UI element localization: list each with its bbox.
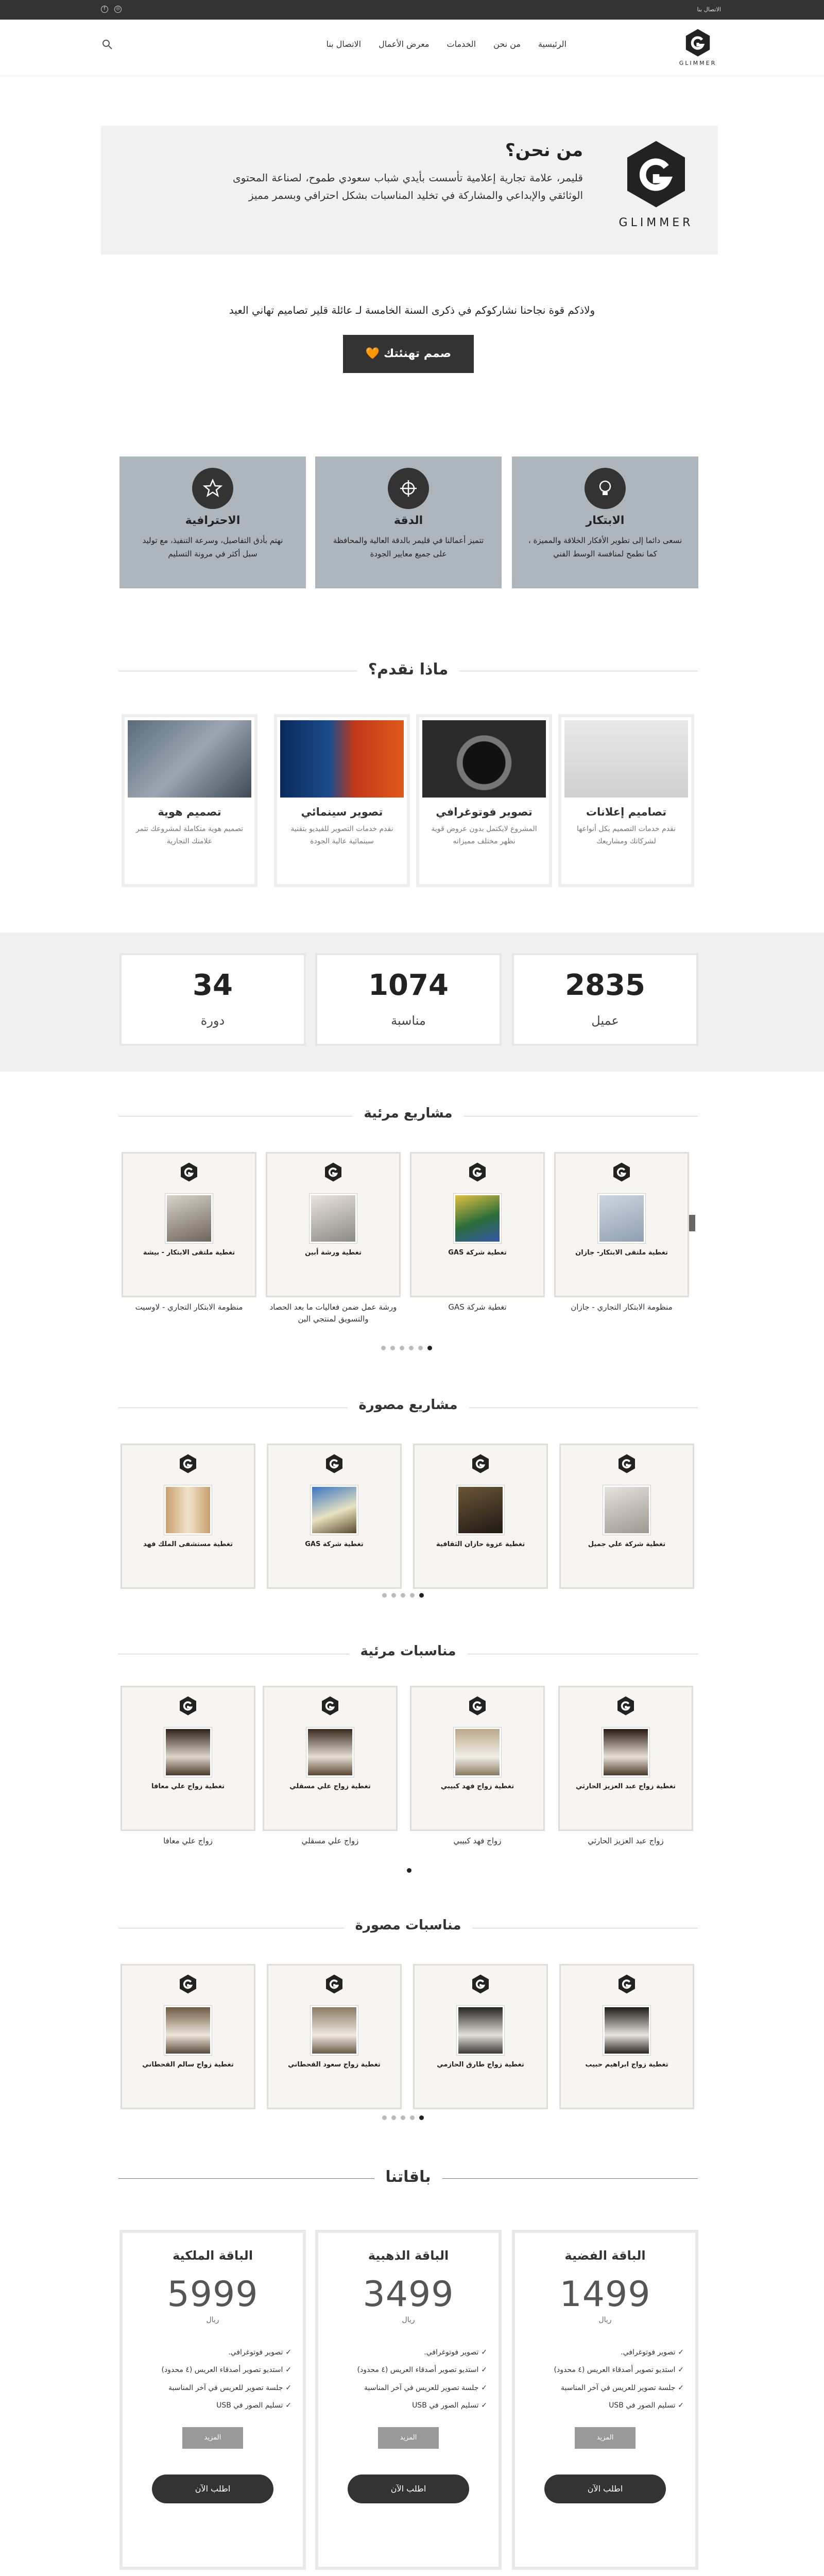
service-card-cinema[interactable]	[274, 714, 410, 887]
about-title: من نحن؟	[505, 140, 583, 161]
feature-card-professionalism	[119, 456, 306, 588]
facebook-icon[interactable]: f	[101, 6, 108, 13]
about-logo	[610, 138, 702, 229]
package-features	[318, 2347, 499, 2412]
package-feature: ✓ جلسة تصوير للعريس في آخر المناسبة	[526, 2382, 684, 2394]
event-title[interactable]: زواج علي معافا	[163, 1836, 213, 1845]
site-logo[interactable]	[675, 28, 721, 66]
carousel-dot[interactable]	[407, 1868, 411, 1873]
project-photo	[457, 1485, 504, 1535]
search-icon[interactable]	[101, 38, 113, 50]
project-title[interactable]: تغطية شركة GAS	[448, 1302, 507, 1312]
carousel-dots	[382, 2115, 424, 2120]
instagram-icon[interactable]: ◎	[114, 6, 122, 13]
feature-title: الدقة	[393, 514, 423, 527]
glimmer-logo-icon	[620, 138, 692, 210]
package-order-button[interactable]: اطلب الآن	[152, 2475, 273, 2503]
project-title[interactable]: منظومة الابتكار التجاري - لاوسيت	[135, 1302, 243, 1312]
carousel-dots	[381, 1346, 432, 1350]
feature-title: الاحترافية	[185, 514, 241, 527]
packages-heading: باقاتنا	[118, 2168, 698, 2189]
project-card[interactable]	[559, 1444, 694, 1589]
glimmer-logo-icon	[467, 1696, 488, 1716]
event-card[interactable]	[410, 1686, 545, 1831]
project-photo	[454, 1194, 501, 1243]
package-name: الباقة الملكية	[172, 2248, 253, 2263]
service-card-photography[interactable]	[416, 714, 552, 887]
service-text: نقدم خدمات التصميم بكل أنواعها لشركاتك ومشاريعك	[576, 825, 676, 845]
project-card[interactable]	[267, 1444, 402, 1589]
glimmer-logo-icon	[320, 1696, 340, 1716]
project-photo	[310, 1194, 357, 1243]
package-features	[515, 2347, 695, 2412]
package-more-button[interactable]: المزيد	[575, 2427, 636, 2449]
carousel-dots	[382, 1593, 424, 1598]
package-card-royal	[119, 2230, 306, 2570]
site-header	[0, 20, 824, 76]
carousel-dot[interactable]	[418, 1346, 423, 1350]
service-image	[422, 720, 546, 798]
crosshair-icon	[398, 478, 419, 499]
glimmer-logo-icon	[323, 1162, 344, 1182]
service-text: تصميم هوية متكاملة لمشروعك تثمر علامتك التجارية	[135, 825, 244, 845]
nav-item-portfolio[interactable]: معرض الأعمال	[379, 39, 430, 49]
feature-text: تتميز أعمالنا في قليمر بالدقة العالية والمحافظة على جميع معايير الجودة	[333, 536, 484, 558]
service-image	[280, 720, 404, 798]
event-card[interactable]	[558, 1686, 693, 1831]
package-feature: ✓ استديو تصوير أصدقاء العريس (٤ محدود)	[134, 2364, 291, 2376]
event-photo	[311, 2006, 358, 2055]
event-photo	[164, 1727, 212, 1777]
service-title: تصميم هوية	[158, 806, 221, 818]
glimmer-logo-icon	[470, 1453, 491, 1474]
package-feature: ✓ استديو تصوير أصدقاء العريس (٤ محدود)	[330, 2364, 487, 2376]
stat-number: 1074	[368, 969, 449, 1002]
event-card[interactable]	[263, 1686, 398, 1831]
event-photo	[457, 2006, 504, 2055]
package-card-gold	[315, 2230, 502, 2570]
event-caption: تغطية زواج علي معافا	[151, 1783, 225, 1790]
package-more-button[interactable]: المزيد	[182, 2427, 243, 2449]
glimmer-logo-icon	[179, 1162, 199, 1182]
glimmer-logo-icon	[611, 1162, 632, 1182]
event-photo	[164, 2006, 212, 2055]
glimmer-logo-icon	[615, 1696, 636, 1716]
stat-number: 2835	[565, 969, 645, 1002]
package-features	[123, 2347, 303, 2412]
package-feature: ✓ تصوير فوتوغرافي.	[134, 2347, 291, 2358]
visual-events-heading: مناسبات مرئية	[118, 1643, 698, 1664]
carousel-dot[interactable]	[401, 2115, 405, 2120]
project-photo	[311, 1485, 358, 1535]
glimmer-logo-icon	[683, 28, 713, 58]
package-price: 3499	[363, 2274, 454, 2315]
event-caption: تغطية زواج طارق الحازمي	[437, 2061, 524, 2069]
event-card[interactable]	[121, 1686, 255, 1831]
carousel-dots	[407, 1868, 411, 1873]
package-currency: ريال	[402, 2316, 415, 2324]
glimmer-logo-icon	[324, 1453, 345, 1474]
service-title: تصوير سينمائي	[301, 806, 383, 818]
project-photo	[165, 1194, 213, 1243]
feature-title: الابتكار	[586, 514, 625, 527]
stat-label: دورة	[200, 1013, 225, 1028]
project-photo	[603, 1485, 650, 1535]
glimmer-logo-icon	[324, 1974, 345, 1994]
event-title[interactable]: زواج عبد العزيز الحارثي	[588, 1836, 664, 1845]
package-currency: ريال	[206, 2316, 219, 2324]
carousel-dot[interactable]	[400, 1346, 404, 1350]
service-text: المشروع لايكتمل بدون عروض قوية نظهر مختلف مميزاته	[431, 825, 537, 845]
glimmer-logo-icon	[616, 1974, 637, 1994]
event-photo	[454, 1727, 501, 1777]
package-feature: ✓ تصوير فوتوغرافي.	[526, 2347, 684, 2358]
carousel-dot[interactable]	[382, 1593, 387, 1598]
project-card[interactable]	[122, 1152, 256, 1297]
event-title[interactable]: زواج علي مسقلي	[301, 1836, 359, 1845]
lightbulb-icon	[595, 478, 615, 499]
glimmer-logo-icon	[467, 1162, 488, 1182]
package-card-silver	[512, 2230, 698, 2570]
glimmer-logo-icon	[178, 1974, 198, 1994]
event-caption: تغطية زواج فهد كبيبي	[440, 1783, 514, 1790]
project-card[interactable]	[554, 1152, 689, 1297]
event-photo	[602, 1727, 649, 1777]
stat-number: 34	[193, 969, 233, 1002]
carousel-dot[interactable]	[419, 1593, 424, 1598]
congrats-text: ولاذكم قوة نجاحنا نشاركوكم في ذكرى السنة الخامسة لـ عائلة قلير تصاميم تهاني العيد	[229, 304, 595, 316]
service-image	[564, 720, 688, 798]
service-image	[128, 720, 251, 798]
about-section	[101, 126, 718, 255]
carousel-dot[interactable]	[419, 2115, 424, 2120]
project-title[interactable]: ورشة عمل ضمن فعاليات ما بعد الحصاد والتسويق لمنتجي البن	[269, 1302, 397, 1324]
package-order-button[interactable]: اطلب الآن	[544, 2475, 666, 2503]
package-feature: ✓ تسليم الصور في USB	[526, 2400, 684, 2411]
photo-events-heading: مناسبات مصورة	[118, 1918, 698, 1938]
about-logo-wordmark: GLIMMER	[619, 216, 694, 229]
project-caption: تغطية عزوة حازان الثقافية	[436, 1540, 525, 1548]
package-feature: ✓ جلسة تصوير للعريس في آخر المناسبة	[330, 2382, 487, 2394]
project-card[interactable]	[410, 1152, 545, 1297]
event-caption: تغطية زواج سعود القحطاني	[288, 2061, 381, 2069]
package-feature: ✓ جلسة تصوير للعريس في آخر المناسبة	[134, 2382, 291, 2394]
event-photo	[603, 2006, 650, 2055]
glimmer-logo-icon	[470, 1974, 491, 1994]
package-price: 1499	[559, 2274, 651, 2315]
carousel-dot[interactable]	[410, 2115, 415, 2120]
package-name: الباقة الفضية	[564, 2248, 646, 2263]
project-card[interactable]	[121, 1444, 255, 1589]
feature-card-precision	[315, 456, 502, 588]
carousel-dot[interactable]	[391, 2115, 396, 2120]
package-price: 5999	[167, 2274, 259, 2315]
carousel-dot[interactable]	[381, 1346, 386, 1350]
stat-courses	[119, 953, 306, 1046]
main-nav	[326, 39, 566, 49]
package-feature: ✓ تسليم الصور في USB	[134, 2400, 291, 2411]
glimmer-logo-icon	[178, 1453, 198, 1474]
service-title: تصاميم إعلانات	[586, 806, 667, 818]
service-title: تصوير فوتوغرافي	[436, 806, 533, 818]
carousel-dot[interactable]	[401, 1593, 405, 1598]
service-card-identity[interactable]	[122, 714, 258, 887]
nav-item-about[interactable]: من نحن	[493, 39, 521, 49]
project-title[interactable]: منظومة الابتكار التجاري - جازان	[571, 1302, 673, 1312]
nav-item-services[interactable]: الخدمات	[447, 39, 476, 49]
package-feature: ✓ تسليم الصور في USB	[330, 2400, 487, 2411]
service-text: نقدم خدمات التصوير للفيديو بتقنية سينمائية عالية الجودة	[290, 825, 393, 845]
stat-events	[315, 953, 502, 1046]
photo-projects-heading: مشاريع مصورة	[118, 1397, 698, 1418]
project-caption: تغطية ملتقى الابتكار- جازان	[575, 1249, 668, 1257]
services-heading: ماذا نقدم؟	[118, 660, 698, 681]
project-caption: تغطية شركة GAS	[448, 1249, 507, 1257]
feature-card-innovation	[512, 456, 698, 588]
social-links	[101, 6, 122, 13]
project-photo	[164, 1485, 212, 1535]
carousel-dot[interactable]	[391, 1593, 396, 1598]
feature-text: نهتم بأدق التفاصيل، وسرعة التنفيذ، مع توليد سبل أكثر في مرونة التسليم	[142, 536, 283, 558]
package-name: الباقة الذهبية	[368, 2248, 449, 2263]
package-feature: ✓ استديو تصوير أصدقاء العريس (٤ محدود)	[526, 2364, 684, 2376]
stat-clients	[512, 953, 698, 1046]
event-photo	[306, 1727, 354, 1777]
nav-item-home[interactable]: الرئيسية	[538, 39, 566, 49]
package-more-button[interactable]: المزيد	[378, 2427, 439, 2449]
project-caption: تغطية شركة علي جميل	[588, 1540, 666, 1548]
stat-label: عميل	[591, 1013, 619, 1028]
project-caption: تغطية ملتقى الابتكار - بيشة	[143, 1249, 235, 1257]
feature-text: نسعى دائما إلى تطوير الأفكار الخلاقة والمميزة ، كما نطمح لمنافسة الوسط الفني	[528, 536, 682, 558]
carousel-dot[interactable]	[427, 1346, 432, 1350]
project-caption: تغطية مستشفى الملك فهد	[143, 1540, 233, 1548]
project-caption: تغطية شركة GAS	[305, 1540, 364, 1548]
event-card[interactable]	[413, 1964, 548, 2109]
event-caption: تغطية زواج سالم القحطاني	[142, 2061, 234, 2069]
stat-label: مناسبة	[391, 1013, 426, 1028]
design-greeting-button[interactable]: صمم تهنئتك 🧡	[343, 335, 474, 373]
nav-item-contact[interactable]: الاتصال بنا	[326, 39, 362, 49]
package-order-button[interactable]: اطلب الآن	[348, 2475, 469, 2503]
carousel-dot[interactable]	[409, 1346, 414, 1350]
project-caption: تغطية ورشة أبين	[305, 1249, 362, 1257]
event-card[interactable]	[559, 1964, 694, 2109]
project-card[interactable]	[413, 1444, 548, 1589]
service-card-ads[interactable]	[558, 714, 694, 887]
carousel-dot[interactable]	[390, 1346, 395, 1350]
project-photo	[598, 1194, 645, 1243]
package-currency: ريال	[598, 2316, 612, 2324]
event-caption: تغطية زواج عبد العزيز الحارثي	[575, 1783, 676, 1790]
event-card[interactable]	[121, 1964, 255, 2109]
event-caption: تغطية زواج علي مسقلي	[289, 1783, 371, 1790]
visual-projects-heading: مشاريع مرئية	[118, 1106, 698, 1126]
star-icon	[202, 478, 223, 499]
top-contact-link[interactable]: الاتصال بنا	[697, 6, 721, 13]
about-text: قليمر، علامة تجارية إعلامية تأسست بأيدي شباب سعودي طموح، لصناعة المحتوى الوثائقي والإبداعي والمشاركة في تخليد المناسبات بشكل احترافي وبسمر مميز	[233, 172, 583, 202]
project-card[interactable]	[266, 1152, 401, 1297]
glimmer-logo-icon	[178, 1696, 198, 1716]
event-card[interactable]	[267, 1964, 402, 2109]
glimmer-logo-icon	[616, 1453, 637, 1474]
event-title[interactable]: زواج فهد كبيبي	[453, 1836, 502, 1845]
top-bar	[0, 0, 824, 20]
carousel-dot[interactable]	[382, 2115, 387, 2120]
event-caption: تغطية زواج ابراهيم حبيب	[585, 2061, 668, 2069]
carousel-dot[interactable]	[410, 1593, 415, 1598]
logo-wordmark: GLIMMER	[679, 60, 717, 66]
package-feature: ✓ تصوير فوتوغرافي.	[330, 2347, 487, 2358]
